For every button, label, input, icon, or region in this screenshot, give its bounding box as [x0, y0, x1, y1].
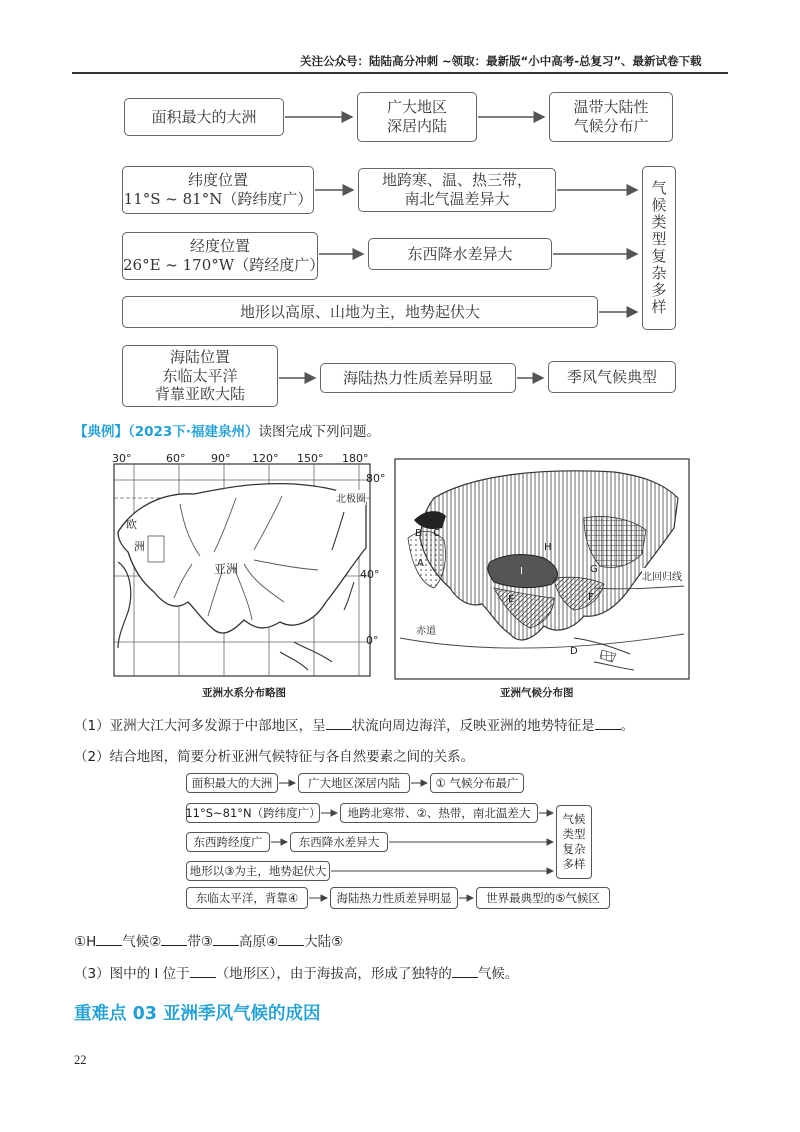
answer-p2: 气候② [122, 934, 162, 950]
example-source: （2023下·福建泉州） [128, 424, 259, 440]
example-prompt: 读图完成下列问题。 [258, 424, 380, 440]
q1-text-c: 。 [620, 718, 635, 734]
climate-label-A: A [417, 558, 424, 569]
q3-text-b: （地形区），由于海拔高，形成了独特的 [215, 966, 452, 982]
map-asia-rivers-drawing [104, 452, 386, 682]
question-2: （2）结合地图，简要分析亚洲气候特征与各自然要素之间的关系。 [74, 749, 475, 765]
q1-blank-2 [595, 717, 621, 730]
flow-box-complex-climate: 气候类型复杂多样 [642, 166, 676, 330]
equator-label: 赤道 [416, 626, 436, 637]
q3-blank-1 [190, 965, 216, 978]
answer-blank-3 [213, 933, 239, 946]
flow2-box-blank1: ① 气候分布最广 [430, 773, 524, 793]
flow2-arrows [0, 760, 800, 920]
tropic-label: 北回归线 [642, 568, 682, 583]
question-3 [74, 962, 518, 982]
flow-box-longitude: 经度位置 26°E ~ 170°W（跨经度广） [122, 232, 318, 280]
map-left-caption: 亚洲水系分布略图 [202, 687, 286, 699]
flow2-box-position: 东临太平洋，背靠④ [186, 887, 308, 909]
q3-blank-2 [452, 965, 478, 978]
q3-text-c: 气候。 [477, 966, 519, 982]
flow2-box-largest: 面积最大的大洲 [186, 773, 278, 793]
map-right-caption: 亚洲气候分布图 [500, 687, 574, 699]
climate-label-G: G [590, 564, 598, 575]
climate-label-C: C [433, 528, 440, 539]
map-left-arctic-label: 北极圈 [336, 490, 366, 505]
climate-label-H: H [544, 542, 552, 553]
flow2-box-monsoon: 世界最典型的⑤气候区 [476, 887, 610, 909]
climate-label-F: F [588, 592, 594, 603]
flow-box-inland: 广大地区 深居内陆 [357, 92, 477, 142]
flow-box-temperate-continental: 温带大陆性 气候分布广 [549, 92, 673, 142]
climate-label-I: I [520, 566, 523, 577]
q1-text-b: 状流向周边海洋，反映亚洲的地势特征是 [351, 718, 595, 734]
answer-blank-2 [161, 933, 187, 946]
flow-box-climate-zones: 地跨寒、温、热三带， 南北气温差异大 [358, 168, 556, 212]
flow2-box-thermal: 海陆热力性质差异明显 [330, 887, 458, 909]
flow2-box-zones: 地跨北寒带、②、热带，南北温差大 [340, 803, 538, 823]
section-title: 重难点 03 亚洲季风气候的成因 [74, 1004, 321, 1024]
map-left-asia-label: 亚洲 [214, 562, 239, 576]
map-left-tick-60: 60° [166, 452, 186, 465]
flow-box-latitude: 纬度位置 11°S ~ 81°N（跨纬度广） [122, 166, 314, 214]
flow-box-thermal-difference: 海陆热力性质差异明显 [320, 363, 516, 393]
answer-blank-1 [96, 933, 122, 946]
flow-box-land-sea-position: 海陆位置 东临太平洋 背靠亚欧大陆 [122, 345, 278, 407]
q1-blank-1 [326, 717, 352, 730]
flow2-box-latitude: 11°S~81°N（跨纬度广） [186, 803, 320, 823]
q3-text-a: （3）图中的 I 位于 [74, 966, 190, 982]
map-asia-climate [394, 458, 690, 680]
flow2-box-complex: 气候 类型 复杂 多样 [556, 805, 592, 879]
answer-blanks-line [74, 930, 343, 950]
climate-label-B: B [415, 528, 422, 539]
map-left-lat-80: 80° [366, 472, 386, 485]
page-header: 关注公众号：陆陆高分冲刺 ~领取：最新版“小中高考-总复习”、最新试卷下载 [300, 54, 702, 68]
map-left-lat-40: 40° [360, 568, 380, 581]
answer-p1: ①H [74, 934, 97, 950]
map-left-europe-label-1: 欧 [126, 518, 137, 531]
answer-p3: 带③ [187, 934, 213, 950]
map-left-tick-90: 90° [211, 452, 231, 465]
question-1 [74, 714, 634, 734]
flow-box-largest-continent: 面积最大的大洲 [124, 98, 284, 136]
climate-label-E: E [508, 594, 515, 605]
flow2-box-longitude: 东西跨经度广 [186, 832, 270, 852]
answer-blank-4 [278, 933, 304, 946]
flow-arrows [0, 0, 800, 420]
example-tag: 【典例】 [74, 424, 128, 440]
map-left-tick-150: 150° [297, 452, 324, 465]
flow-box-monsoon: 季风气候典型 [548, 361, 676, 393]
flow2-box-terrain: 地形以③为主，地势起伏大 [186, 861, 330, 881]
flow2-box-precip: 东西降水差异大 [290, 832, 388, 852]
example-heading [74, 420, 380, 440]
map-left-lat-0: 0° [366, 634, 379, 647]
page-number: 22 [74, 1053, 87, 1067]
map-left-europe-label-2: 洲 [134, 540, 145, 553]
flow-box-terrain: 地形以高原、山地为主，地势起伏大 [122, 296, 598, 328]
map-asia-rivers [104, 452, 386, 682]
map-left-tick-180: 180° [342, 452, 369, 465]
answer-p4: 高原④ [238, 934, 279, 950]
climate-label-D: D [570, 646, 578, 657]
flow2-box-inland: 广大地区深居内陆 [298, 773, 410, 793]
flow-box-precipitation: 东西降水差异大 [368, 238, 552, 270]
map-left-tick-30: 30° [112, 452, 132, 465]
answer-p5: 大陆⑤ [304, 934, 344, 950]
q1-text-a: （1）亚洲大江大河多发源于中部地区，呈 [74, 718, 326, 734]
map-left-tick-120: 120° [252, 452, 279, 465]
